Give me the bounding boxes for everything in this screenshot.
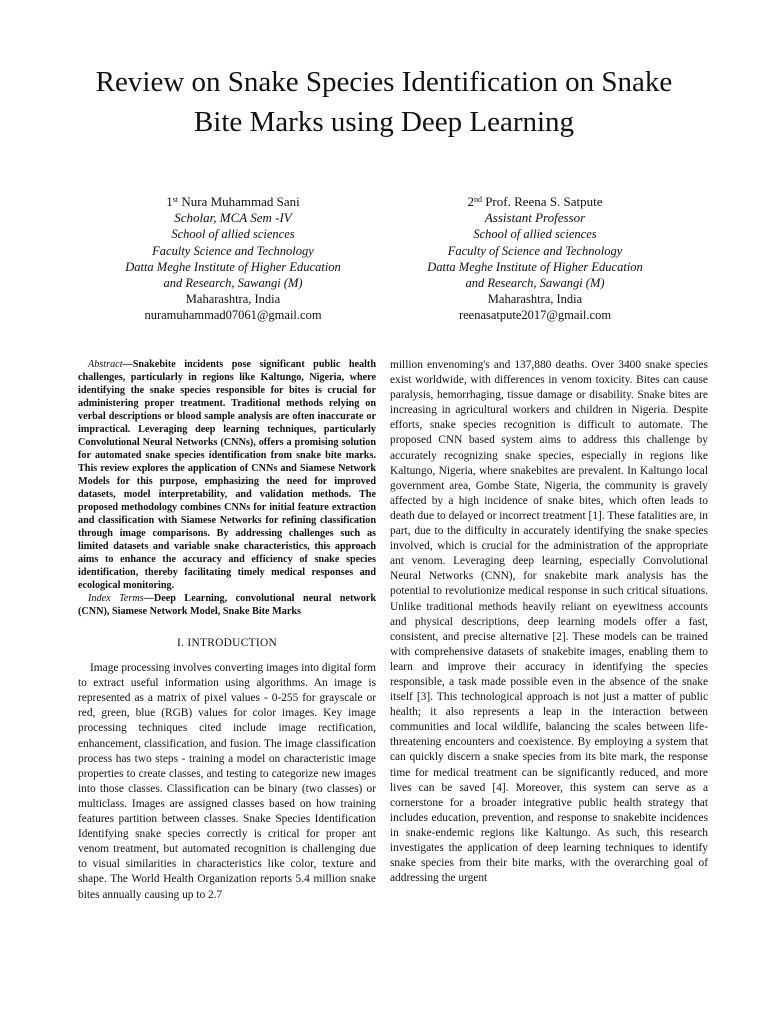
left-column	[78, 358, 376, 903]
abstract-label: Abstract	[88, 359, 123, 370]
title-line-2: Bite Marks using Deep Learning	[193, 106, 575, 138]
intro-paragraph-right: million envenoming's and 137,880 deaths. Over 3400 snake species exist worldwide, with differences in venom toxicity. Bites can cause paralysis, hemorrhaging, tissue damage or disability. Snake bites are increasing in agricultural workers and children in Nigeria. Despite efforts, snake species recognition is difficult to automate. The proposed CNN based system aims to address this challenge by accurately recognizing snake species, especially in regions like Kaltungo, Nigeria, where snakebites are prevalent. In Kaltungo local government area, Gombe State, Nigeria, the community is gravely affected by a high incidence of snake bites, which often leads to death due to delayed or incorrect treatment [1]. These fatalities are, in part, due to the difficulty in accurately identifying the snake species involved, which is crucial for the administration of the appropriate ant venom. Leveraging deep learning, especially Convolutional Neural Networks (CNN), for snakebite mark analysis has the potential to revolutionize medical response in such critical situations. Unlike traditional methods heavily reliant on eyewitness accounts and physical descriptions, deep learning models offer a fast, consistent, and precise alternative [2]. These models can be trained with comprehensive datasets of snakebite images, enabling them to learn and improve their accuracy in identifying the species responsible, a task made possible even in the absence of the snake itself [3]. This technological approach is not just a matter of public health; it also represents a leap in the interaction between communities and local wildlife, balancing the scales between life-threatening encounters and coexistence. By employing a system that can quickly discern a snake species from its bite mark, the response time for medical treatment can be significantly reduced, and more lives can be saved [4]. Moreover, this system can serve as a cornerstone for a broader integrative public health strategy that includes education, prevention, and response to snakebite incidences in snake-endemic regions like Kaltungo. As such, this research investigates the application of deep learning techniques to identify snake species from their bite marks, with the overarching goal of addressing the urgent	[390, 359, 708, 885]
author-1-name: Nura Muhammad Sani	[181, 194, 300, 209]
index-terms-label: Index Terms	[88, 593, 144, 604]
abstract-text: —Snakebite incidents pose significant public health challenges, particularly in regions like Kaltungo, Nigeria, where identifying the snake species responsible for bites is crucial for administering proper treatment. Traditional methods relying on verbal descriptions or blood sample analysis are often inaccurate or impractical. Leveraging deep learning techniques, particularly Convolutional Neural Networks (CNNs), offers a promising solution for automated snake species identification from snake bite marks. This review explores the application of CNNs and Siamese Network Models for this purpose, emphasizing the need for improved datasets, model interpretability, and validation methods. The proposed methodology combines CNNs for initial feature extraction and classification with Siamese Networks for refining classification through image comparisons. By addressing challenges such as limited datasets and variable snake characteristics, this approach aims to enhance the accuracy and efficiency of snake species identification, thereby facilitating timely medical responses and ecological monitoring.	[78, 359, 376, 591]
author-block-2	[365, 192, 705, 324]
author-1-role: Scholar, MCA Sem -IV	[174, 210, 292, 226]
author-2-ordinal: 2	[467, 194, 474, 209]
author-1-ordinal: 1	[166, 194, 173, 209]
right-column	[390, 358, 708, 886]
author-1-ordinal-suffix: st	[172, 195, 179, 204]
paper-title	[40, 62, 728, 142]
abstract	[78, 358, 376, 592]
author-2-name: Prof. Reena S. Satpute	[485, 194, 603, 209]
author-1-faculty: Faculty Science and Technology	[152, 243, 314, 258]
author-2-location: Maharashtra, India	[487, 292, 583, 307]
section-heading-introduction: I. INTRODUCTION	[176, 637, 278, 649]
index-terms	[78, 592, 376, 618]
author-1-school: School of allied sciences	[171, 227, 295, 242]
author-2-role: Assistant Professor	[484, 210, 586, 226]
author-2-faculty: Faculty of Science and Technology	[447, 243, 623, 258]
author-2-name-line	[365, 192, 705, 210]
author-2-school: School of allied sciences	[473, 227, 597, 242]
author-2-institute-line-1: Datta Meghe Institute of Higher Education	[427, 259, 643, 274]
author-1-institute-line-1: Datta Meghe Institute of Higher Education	[125, 259, 341, 274]
author-2-email[interactable]: reenasatpute2017@gmail.com	[458, 308, 612, 323]
author-1-institute-line-2: and Research, Sawangi (M)	[163, 276, 303, 291]
index-terms-text: —Deep Learning, convolutional neural network (CNN), Siamese Network Model, Snake Bite Marks	[78, 593, 376, 617]
title-line-1: Review on Snake Species Identification on Snake	[95, 66, 673, 98]
author-2-ordinal-suffix: nd	[473, 195, 482, 204]
author-block-1	[63, 192, 403, 324]
author-1-location: Maharashtra, India	[185, 292, 281, 307]
author-1-name-line	[63, 192, 403, 210]
author-1-email[interactable]: nuramuhammad07061@gmail.com	[144, 308, 322, 323]
intro-paragraph-left: Image processing involves converting images into digital form to extract useful information using algorithms. An image is represented as a matrix of pixel values - 0-255 for grayscale or red, green, blue (RGB) values for color images. Key image processing techniques cited include image rectification, enhancement, classification, and fusion. The image classification process has two steps - training a model on characteristic image properties to create classes, and testing to categorize new images into those classes. Classification can be binary (two classes) or multiclass. Images are assigned classes based on how training features partition between classes. Snake Species Identification Identifying snake species correctly is critical for proper ant venom treatment, but automated recognition is challenging due to visual similarities in characteristics like color, texture and shape. The World Health Organization reports 5.4 million snake bites annually causing up to 2.7	[78, 662, 376, 901]
author-2-institute-line-2: and Research, Sawangi (M)	[465, 276, 605, 291]
